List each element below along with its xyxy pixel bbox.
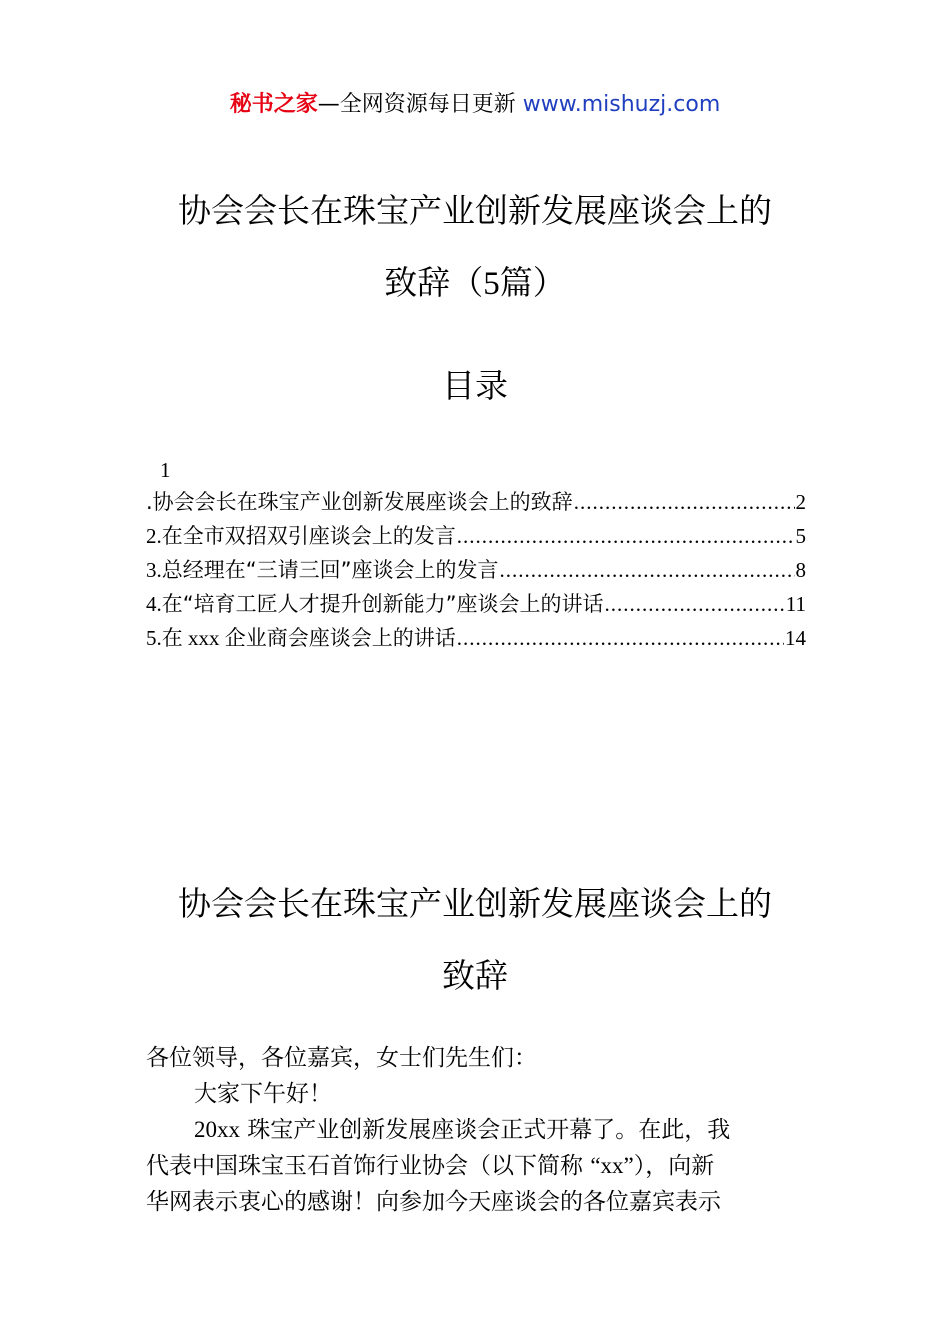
- section-title-line2: 致辞: [442, 956, 508, 995]
- toc-leader-dots: [605, 587, 785, 621]
- header-separator: —: [317, 92, 340, 117]
- toc-leader-dots: [457, 519, 795, 553]
- paragraph-abbrev: “xx”: [590, 1153, 634, 1178]
- toc-leader-dots: [457, 621, 784, 655]
- toc-leader-dots: [574, 485, 795, 519]
- toc-heading: 目录: [442, 366, 508, 405]
- toc-entry-title: [162, 621, 456, 655]
- toc-leader-dots: [500, 553, 795, 587]
- toc-entry-2[interactable]: [146, 519, 806, 553]
- toc-entry-number: 3.: [146, 558, 162, 582]
- toc-entry-title-post: 企业商会座谈会上的讲话: [224, 626, 456, 650]
- table-of-contents: [146, 455, 806, 655]
- toc-entry-page: 14: [785, 626, 806, 650]
- toc-entry-title-pre: 在: [161, 626, 183, 650]
- toc-entry-title: 在全市双招双引座谈会上的发言: [161, 524, 456, 548]
- paragraph-year: 20xx: [194, 1117, 240, 1142]
- toc-first-number: 1: [160, 458, 171, 482]
- toc-entry-1[interactable]: [146, 485, 806, 519]
- site-url-link[interactable]: www.mishuzj.com: [522, 92, 721, 117]
- toc-entry-number: 4.: [146, 592, 162, 616]
- document-title-end: 篇）: [499, 263, 566, 302]
- toc-entry-3[interactable]: [146, 553, 806, 587]
- toc-entry-page: 11: [785, 592, 806, 616]
- toc-entry-title: 在“培育工匠人才提升创新能力”座谈会上的讲话: [161, 592, 604, 616]
- toc-entry-title: .协会会长在珠宝产业创新发展座谈会上的致辞: [146, 490, 573, 514]
- paragraph-line: [146, 1112, 808, 1148]
- paragraph-line: [146, 1148, 808, 1184]
- toc-entry-number: 2.: [146, 524, 162, 548]
- paragraph-text: 代表中国珠宝玉石首饰行业协会（以下简称: [146, 1153, 591, 1179]
- toc-entry-page: 8: [795, 558, 806, 582]
- document-title-text: 致辞（: [384, 263, 484, 302]
- toc-entry-page: 5: [795, 524, 806, 548]
- document-title-line1: 协会会长在珠宝产业创新发展座谈会上的: [178, 191, 772, 230]
- paragraph-line: 华网表示衷心的感谢！向参加今天座谈会的各位嘉宾表示: [146, 1189, 721, 1215]
- toc-entry-title: 总经理在“三请三回”座谈会上的发言: [161, 558, 499, 582]
- toc-entry-number: 5.: [146, 626, 162, 650]
- site-header: [0, 88, 950, 122]
- toc-entry-page: 2: [795, 490, 806, 514]
- salutation: 各位领导，各位嘉宾，女士们先生们：: [146, 1045, 537, 1071]
- document-title-count: 5: [483, 266, 500, 302]
- body-text: [146, 1040, 808, 1220]
- toc-entry-title-latin: xxx: [182, 626, 225, 650]
- document-title-line2: [0, 262, 950, 305]
- toc-entry-5[interactable]: [146, 621, 806, 655]
- paragraph-text: 珠宝产业创新发展座谈会正式开幕了。在此，我: [240, 1117, 731, 1143]
- greeting: 大家下午好！: [194, 1081, 332, 1107]
- section-title-line1: 协会会长在珠宝产业创新发展座谈会上的: [178, 884, 772, 923]
- brand-name: 秘书之家: [229, 92, 318, 117]
- paragraph-text: ），向新: [633, 1153, 715, 1179]
- toc-entry-4[interactable]: [146, 587, 806, 621]
- header-tagline: 全网资源每日更新: [339, 92, 516, 117]
